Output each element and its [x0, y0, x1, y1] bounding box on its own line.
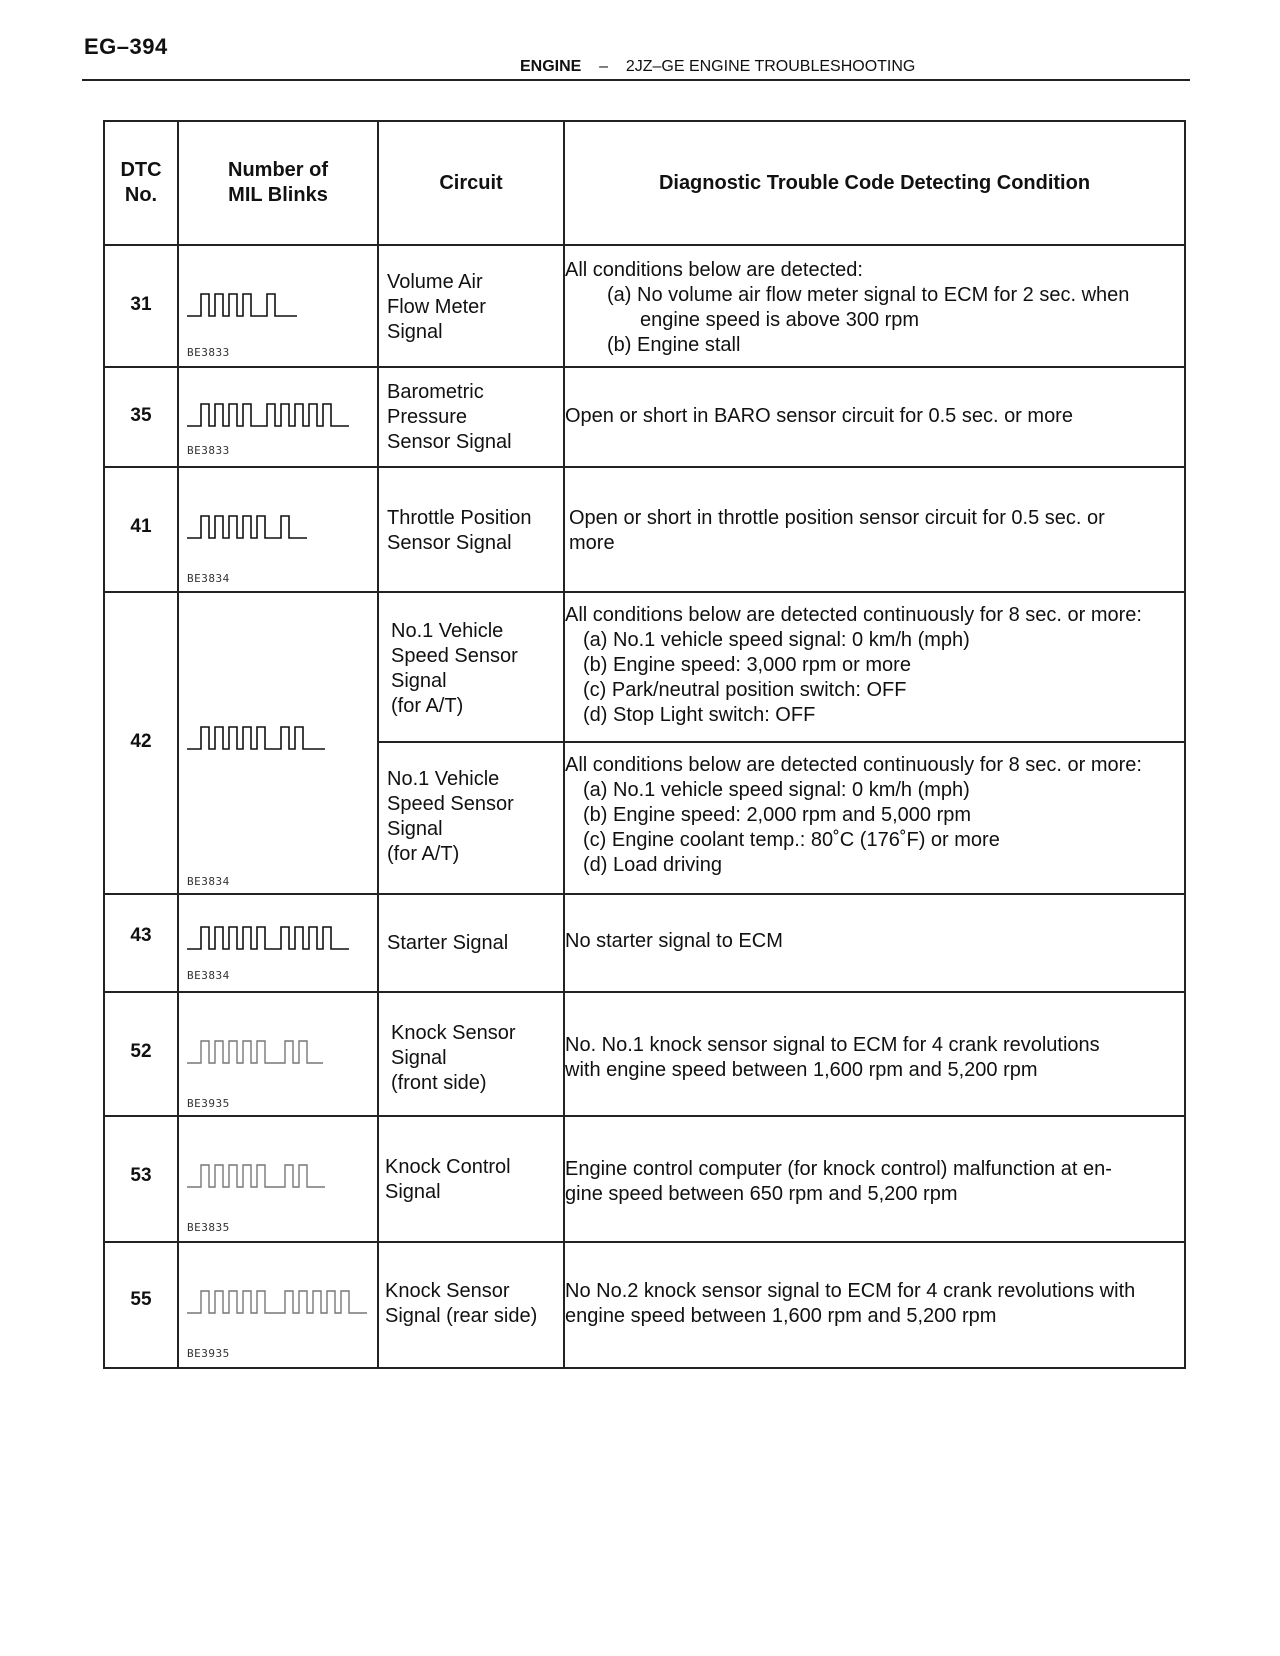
- blink-pattern: [178, 592, 378, 894]
- table-row: [104, 367, 1185, 467]
- blink-waveform-icon: [185, 1159, 345, 1193]
- figure-ref: BE3834: [187, 572, 230, 585]
- circuit-name: Volume Air Flow Meter Signal: [378, 245, 564, 367]
- blink-pattern: [178, 1242, 378, 1368]
- detect-condition: No. No.1 knock sensor signal to ECM for 4 crank revolutions with engine speed between 1,600 rpm and 5,200 rpm: [564, 992, 1185, 1116]
- table-row: [104, 592, 1185, 742]
- blink-waveform-icon: [185, 288, 305, 322]
- detect-condition: All conditions below are detected continuously for 8 sec. or more: (a) No.1 vehicle speed signal: 0 km/h (mph) (b) Engine speed: 2,000 rpm and 5,000 rpm (c) Engine coolant temp.: 80˚C (176˚F) or more (d) Load driving: [564, 742, 1185, 894]
- circuit-name: Throttle Position Sensor Signal: [378, 467, 564, 592]
- blink-pattern: [178, 992, 378, 1116]
- page-number: EG–394: [84, 34, 168, 59]
- detect-condition: All conditions below are detected continuously for 8 sec. or more: (a) No.1 vehicle speed signal: 0 km/h (mph) (b) Engine speed: 3,000 rpm or more (c) Park/neutral position switch: OFF (d) Stop Light switch: OFF: [564, 592, 1185, 742]
- table-row: [104, 894, 1185, 992]
- section-title: ENGINE: [520, 58, 582, 75]
- detect-condition: No starter signal to ECM: [564, 894, 1185, 992]
- figure-ref: BE3935: [187, 1097, 230, 1110]
- blink-waveform-icon: [185, 398, 375, 432]
- table-row: [104, 467, 1185, 592]
- blink-waveform-icon: [185, 510, 315, 544]
- dtc-code: 52: [104, 992, 178, 1116]
- table-row: [104, 1242, 1185, 1368]
- table-row: [104, 992, 1185, 1116]
- header-dtc-no: DTC No.: [104, 121, 178, 245]
- detect-condition: No No.2 knock sensor signal to ECM for 4 crank revolutions with engine speed between 1,600 rpm and 5,200 rpm: [564, 1242, 1185, 1368]
- detect-condition: All conditions below are detected: (a) No volume air flow meter signal to ECM for 2 sec. when engine speed is above 300 rpm (b) Engine stall: [564, 245, 1185, 367]
- table-row: [104, 1116, 1185, 1242]
- dtc-code: 41: [104, 467, 178, 592]
- blink-waveform-icon: [185, 1035, 335, 1069]
- table-header-row: [104, 121, 1185, 245]
- header-mil-blinks: Number of MIL Blinks: [178, 121, 378, 245]
- running-head: [520, 58, 915, 76]
- circuit-name: No.1 Vehicle Speed Sensor Signal (for A/T): [378, 592, 564, 742]
- circuit-name: Knock Sensor Signal (front side): [378, 992, 564, 1116]
- circuit-name: Knock Sensor Signal (rear side): [378, 1242, 564, 1368]
- section-subtitle: 2JZ–GE ENGINE TROUBLESHOOTING: [625, 58, 916, 75]
- figure-ref: BE3833: [187, 444, 230, 457]
- dtc-code: 53: [104, 1116, 178, 1242]
- head-separator: –: [599, 58, 609, 75]
- circuit-name: Barometric Pressure Sensor Signal: [378, 367, 564, 467]
- header-circuit: Circuit: [378, 121, 564, 245]
- figure-ref: BE3835: [187, 1221, 230, 1234]
- blink-waveform-icon: [185, 721, 345, 755]
- detect-condition: Open or short in throttle position sensor circuit for 0.5 sec. or more: [564, 467, 1185, 592]
- detect-condition: Open or short in BARO sensor circuit for 0.5 sec. or more: [564, 367, 1185, 467]
- dtc-code: 35: [104, 367, 178, 467]
- figure-ref: BE3833: [187, 346, 230, 359]
- detect-condition: Engine control computer (for knock control) malfunction at en- gine speed between 650 rpm and 5,200 rpm: [564, 1116, 1185, 1242]
- header-condition: Diagnostic Trouble Code Detecting Condition: [564, 121, 1185, 245]
- blink-waveform-icon: [185, 1285, 375, 1319]
- figure-ref: BE3935: [187, 1347, 230, 1360]
- header-rule: [82, 79, 1190, 81]
- dtc-code: 43: [104, 894, 178, 992]
- figure-ref: BE3834: [187, 875, 230, 888]
- blink-pattern: [178, 894, 378, 992]
- figure-ref: BE3834: [187, 969, 230, 982]
- table-row: [104, 245, 1185, 367]
- blink-pattern: [178, 367, 378, 467]
- dtc-code: 55: [104, 1242, 178, 1368]
- dtc-code: 42: [104, 592, 178, 894]
- dtc-table: [103, 120, 1186, 1369]
- blink-pattern: [178, 467, 378, 592]
- dtc-code: 31: [104, 245, 178, 367]
- blink-pattern: [178, 1116, 378, 1242]
- circuit-name: Knock Control Signal: [378, 1116, 564, 1242]
- blink-waveform-icon: [185, 921, 375, 955]
- blink-pattern: [178, 245, 378, 367]
- circuit-name: No.1 Vehicle Speed Sensor Signal (for A/T): [378, 742, 564, 894]
- circuit-name: Starter Signal: [378, 894, 564, 992]
